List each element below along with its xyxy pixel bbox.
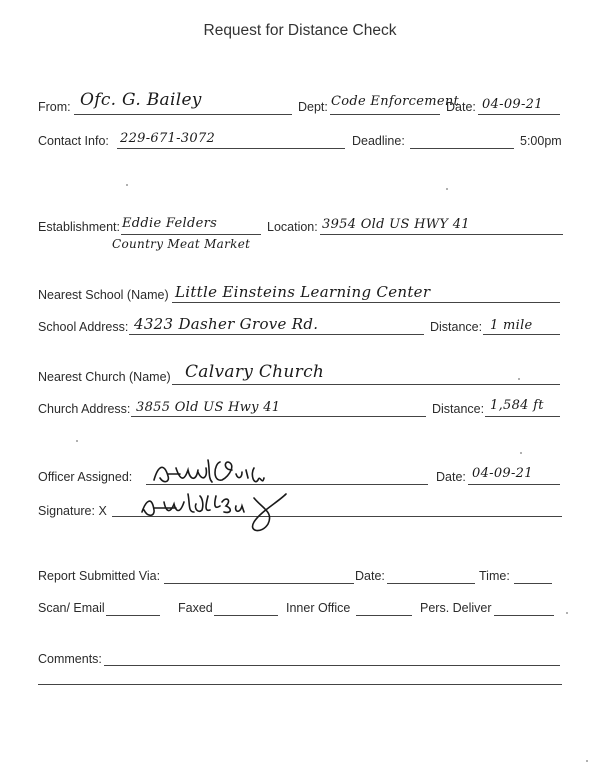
school-address-label: School Address: — [38, 320, 129, 334]
report-via-line[interactable] — [164, 583, 354, 584]
comments-label: Comments: — [38, 652, 102, 666]
scan-speck — [126, 184, 128, 186]
location-label: Location: — [267, 220, 318, 234]
comments-line-1[interactable] — [104, 665, 560, 666]
officer-date-line — [468, 484, 560, 485]
contact-label: Contact Info: — [38, 134, 109, 148]
church-address-label: Church Address: — [38, 402, 131, 416]
church-distance-value[interactable]: 1,584 ft — [490, 398, 544, 413]
from-label: From: — [38, 100, 71, 114]
school-distance-value[interactable]: 1 mile — [490, 318, 533, 333]
location-value[interactable]: 3954 Old US HWY 41 — [322, 217, 470, 232]
from-value[interactable]: Ofc. G. Bailey — [80, 90, 202, 110]
signature-label: Signature: X — [38, 504, 107, 518]
establishment-value-line2[interactable]: Country Meat Market — [112, 237, 251, 251]
nearest-school-line — [172, 302, 560, 303]
pers-deliver-label: Pers. Deliver — [420, 601, 492, 615]
deadline-time: 5:00pm — [520, 134, 562, 148]
inner-office-label: Inner Office — [286, 601, 351, 615]
school-address-line — [129, 334, 424, 335]
faxed-label: Faxed — [178, 601, 213, 615]
signature-image[interactable] — [136, 490, 306, 547]
report-time-line[interactable] — [514, 583, 552, 584]
scan-speck — [518, 378, 520, 380]
comments-line-2[interactable] — [38, 684, 562, 685]
form-title: Request for Distance Check — [203, 22, 397, 39]
church-distance-line — [485, 416, 560, 417]
faxed-line[interactable] — [214, 615, 278, 616]
dept-value[interactable]: Code Enforcement — [331, 94, 460, 109]
contact-line — [117, 148, 345, 149]
officer-assigned-label: Officer Assigned: — [38, 470, 133, 484]
officer-date-label: Date: — [436, 470, 466, 484]
contact-value[interactable]: 229-671-3072 — [120, 131, 216, 146]
officer-date-value[interactable]: 04-09-21 — [472, 466, 533, 481]
report-date-line[interactable] — [387, 583, 475, 584]
establishment-line — [121, 234, 261, 235]
deadline-label: Deadline: — [352, 134, 405, 148]
church-address-line — [131, 416, 426, 417]
scan-speck — [446, 188, 448, 190]
scan-email-label: Scan/ Email — [38, 601, 105, 615]
establishment-label: Establishment: — [38, 220, 120, 234]
dept-label: Dept: — [298, 100, 328, 114]
nearest-school-label: Nearest School (Name) — [38, 288, 169, 302]
scan-speck — [566, 612, 568, 614]
school-address-value[interactable]: 4323 Dasher Grove Rd. — [134, 315, 319, 333]
inner-office-line[interactable] — [356, 615, 412, 616]
church-distance-label: Distance: — [432, 402, 485, 416]
nearest-church-label: Nearest Church (Name) — [38, 370, 171, 384]
school-distance-line — [483, 334, 560, 335]
church-address-value[interactable]: 3855 Old US Hwy 41 — [136, 400, 281, 415]
nearest-church-line — [172, 384, 560, 385]
nearest-church-value[interactable]: Calvary Church — [185, 362, 325, 382]
scan-speck — [520, 452, 522, 454]
date-label: Date: — [446, 100, 476, 114]
scan-speck — [586, 760, 588, 762]
report-date-label: Date: — [355, 569, 385, 583]
nearest-school-value[interactable]: Little Einsteins Learning Center — [175, 283, 431, 301]
dept-line — [330, 114, 440, 115]
location-line — [320, 234, 563, 235]
scan-speck — [76, 440, 78, 442]
establishment-value-line1[interactable]: Eddie Felders — [122, 216, 218, 231]
from-line — [74, 114, 292, 115]
report-via-label: Report Submitted Via: — [38, 569, 161, 583]
deadline-line[interactable] — [410, 148, 514, 149]
pers-deliver-line[interactable] — [494, 615, 554, 616]
scan-email-line[interactable] — [106, 615, 160, 616]
date-line — [478, 114, 560, 115]
report-time-label: Time: — [479, 569, 510, 583]
school-distance-label: Distance: — [430, 320, 483, 334]
date-value[interactable]: 04-09-21 — [482, 97, 543, 112]
